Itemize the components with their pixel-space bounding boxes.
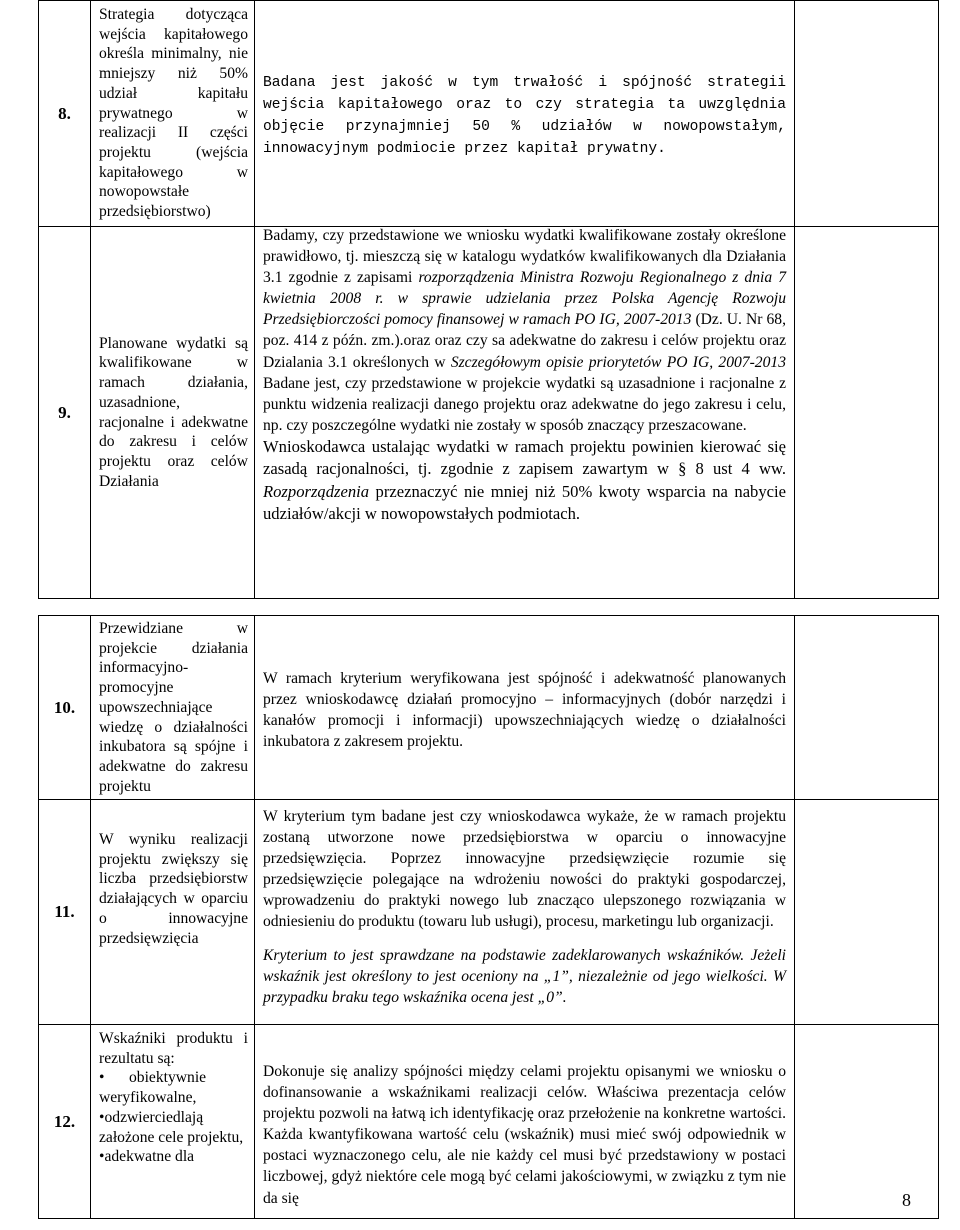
description-text: Dokonuje się analizy spójności między celami projektu opisanymi we wniosku o dofinansowanie a wskaźnikami realizacji celów. Właściwa prezentacja celów projektu pozwoli na łatwą ich identyfikację oraz przełożenie na konkretne wartości. Każda kwantyfikowana wartość celu (wskaźnik) musi mieć swój odpowiednik w postaci wyznaczonego celu, ale nie każdy cel musi być przedstawiony w postaci liczbowej, gdyż niektóre cele mogą być celami jakościowymi, w związku z tym nie da się (263, 1063, 786, 1207)
priority-description-title: Szczegółowym opisie priorytetów PO IG, 2007-2013 (450, 353, 786, 371)
description-part: Wnioskodawca ustalając wydatki w ramach projektu powinien kierować się zasadą racjonalności, tj. zgodnie z zapisem zawartym w § 8 ust 4 ww. (263, 436, 786, 479)
regulation-subject: w sprawie udzielania przez Polska Agencję Rozwoju Przedsiębiorczości pomocy finansowej w ramach PO IG, 2007-2013 (263, 290, 786, 329)
criterion-text: W wyniku realizacji projektu zwiększy się liczba przedsiębiorstw działających w oparciu o innowacyjne przedsięwzięcia (99, 831, 248, 947)
row-number-text: 9. (58, 402, 71, 422)
description-cell (255, 616, 795, 800)
bullet-text: adekwatne dla (104, 1148, 195, 1166)
description-cell (255, 1025, 795, 1219)
row-number-text: 8. (58, 103, 71, 123)
bullet-text: obiektywnie weryfikowalne, (99, 1069, 207, 1107)
description-part: Badamy, czy przedstawione we wniosku wydatki kwalifikowane zostały określone prawidłowo, tj. mieszczą się w katalogu wydatków kwalifikowanych dla Działania 3.1 zgodnie z zapisami (263, 227, 786, 287)
criterion-cell (91, 616, 255, 800)
empty-cell (795, 800, 939, 1025)
row-number-text: 10. (53, 697, 76, 717)
empty-cell (795, 1, 939, 227)
row-number-text: 11. (54, 902, 75, 921)
table-row (39, 1025, 939, 1219)
criterion-cell (91, 800, 255, 1025)
empty-cell (795, 1025, 939, 1219)
description-part: (Dz. U. Nr 68, poz. 414 z późn. zm.).oraz oraz czy sa adekwatne do zakresu i celów projektu oraz Dzialania 3.1 określonych w (263, 311, 786, 371)
criterion-note: Kryterium to jest sprawdzane na podstawie zadeklarowanych wskaźników. Jeżeli wskaźnik jest określony to jest oceniony na „1”, niezależnie od jego wielkości. W przypadku braku tego wskaźnika ocena jest „0”. (263, 946, 786, 1006)
description-text: Badana jest jakość w tym trwałość i spójność strategii wejścia kapitałowego oraz to czy strategia ta uwzględnia objęcie przynajmniej 50 % udziałów w nowopowstałym, innowacyjnym podmiocie przez kapitał prywatny. (263, 75, 786, 157)
table-row (39, 616, 939, 800)
row-number-text: 12. (53, 1111, 76, 1131)
table-gap (39, 599, 939, 616)
regulation-title: rozporządzenia Ministra Rozwoju Regionalnego z dnia 7 kwietnia 2008 r. (263, 269, 787, 308)
description-part: Badane jest, czy przedstawione w projekcie wydatki są uzasadnione i racjonalne z punktu widzenia realizacji danego projektu oraz adekwatne do jego zakresu i celu, np. czy poszczególne wydatki nie zostały w sposób znaczący przeszacowane. (263, 374, 786, 434)
description-text (263, 225, 786, 436)
criterion-bullet (99, 1147, 248, 1167)
row-number (39, 1025, 91, 1219)
criterion-bullet (99, 1108, 248, 1147)
row-number (39, 1, 91, 227)
description-cell (255, 800, 795, 1025)
regulation-reference: Rozporządzenia (263, 481, 370, 501)
criterion-cell (91, 227, 255, 599)
table-row (39, 800, 939, 1025)
criterion-text: Przewidziane w projekcie działania informacyjno-promocyjne upowszechniające wiedzę o działalności inkubatora są spójne i adekwatne do zakresu projektu (99, 620, 248, 795)
criterion-bullet (99, 1068, 248, 1107)
description-part: przeznaczyć nie mniej niż 50% kwoty wsparcia na nabycie udziałów/akcji w nowopowstałych podmiotach. (263, 481, 786, 524)
row-number (39, 800, 91, 1025)
criterion-text: Strategia dotycząca wejścia kapitałowego określa minimalny, nie mniejszy niż 50% udział kapitału prywatnego w realizacji II części projektu (wejścia kapitałowego w nowopowstałe przedsiębiorstwo) (99, 6, 248, 221)
description-text: W kryterium tym badane jest czy wnioskodawca wykaże, że w ramach projektu zostaną utworzone nowe przedsiębiorstwa w oparciu o innowacyjne przedsięwzięcia. Poprzez innowacyjne przedsięwzięcie rozumie się przedsięwzięcie polegające na wdrożeniu nowości do praktyki gospodarczej, wprowadzeniu do praktyki nowego lub znacząco ulepszonego rozwiązania w odniesieniu do produktu (towaru lub usługi), procesu, marketingu lub organizacji. (263, 808, 786, 931)
criterion-text: Planowane wydatki są kwalifikowane w ramach działania, uzasadnione, racjonalne i adekwatne do zakresu i celów projektu oraz celów Działania (99, 334, 248, 490)
criterion-text: Wskaźniki produktu i rezultatu są: (99, 1030, 248, 1067)
evaluation-criteria-table (38, 0, 939, 1219)
description-part (383, 290, 397, 307)
description-cell (255, 1, 795, 227)
bullet-icon: • (99, 1069, 105, 1087)
gap-cell (39, 599, 939, 616)
table-row (39, 1, 939, 227)
page-number: 8 (902, 1190, 911, 1210)
row-number (39, 227, 91, 599)
description-text (263, 436, 786, 526)
bullet-icon: • (99, 1108, 105, 1126)
bullet-icon: • (99, 1148, 105, 1166)
criterion-cell (91, 1025, 255, 1219)
table-row (39, 227, 939, 599)
row-number (39, 616, 91, 800)
empty-cell (795, 616, 939, 800)
empty-cell (795, 227, 939, 599)
description-text: W ramach kryterium weryfikowana jest spójność i adekwatność planowanych przez wnioskodawcę działań promocyjno – informacyjnych (dobór narzędzi i kanałów promocji i informacji) upowszechniających wiedzę o działalności inkubatora z zakresem projektu. (263, 670, 786, 751)
bullet-text: odzwierciedlają założone cele projektu, (99, 1108, 244, 1146)
criterion-cell (91, 1, 255, 227)
description-cell (255, 227, 795, 599)
